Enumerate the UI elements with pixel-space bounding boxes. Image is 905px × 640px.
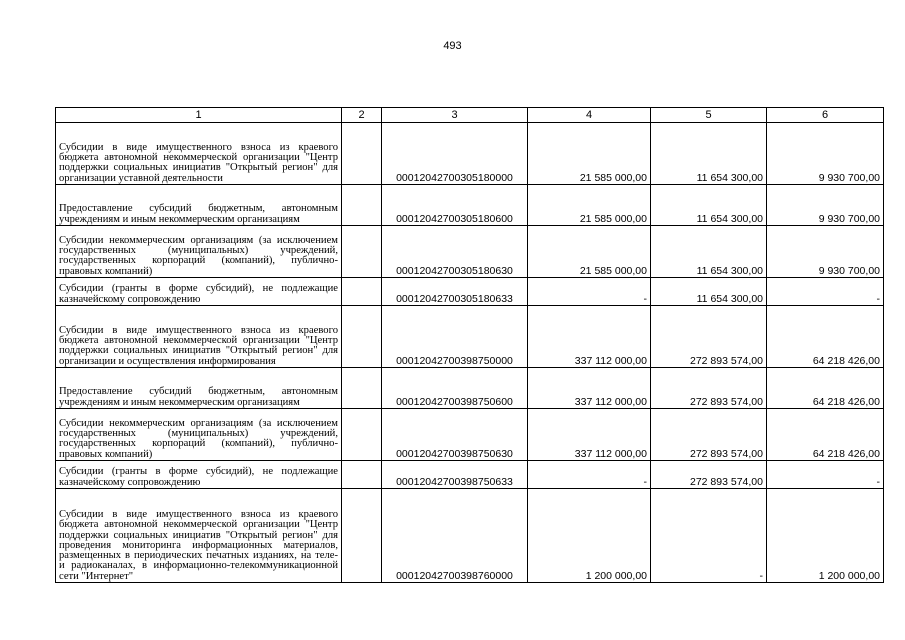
budget-table: [55, 107, 884, 583]
row-description: Субсидии некоммерческим организациям (за исключением государственных (муниципальных) учреждений, государственных корпораций (компаний), публично-правовых компаний): [56, 409, 342, 461]
row-code: 00012042700398750633: [382, 461, 528, 489]
row-col2: [342, 278, 382, 306]
row-col2: [342, 461, 382, 489]
table-row: [56, 461, 884, 489]
row-value-6: 1 200 000,00: [767, 489, 884, 583]
row-description: Субсидии некоммерческим организациям (за исключением государственных (муниципальных) учреждений, государственных корпораций (компаний), публично-правовых компаний): [56, 226, 342, 278]
row-code: 00012042700398750000: [382, 306, 528, 368]
row-col2: [342, 368, 382, 409]
row-value-6: 9 930 700,00: [767, 185, 884, 226]
row-col2: [342, 409, 382, 461]
row-value-5: 272 893 574,00: [651, 409, 767, 461]
table-row: [56, 226, 884, 278]
row-value-6: 64 218 426,00: [767, 306, 884, 368]
table-row: [56, 306, 884, 368]
column-header-1: 1: [56, 108, 342, 123]
row-value-5: 272 893 574,00: [651, 461, 767, 489]
row-value-4: -: [528, 461, 651, 489]
row-value-4: 337 112 000,00: [528, 368, 651, 409]
row-value-5: -: [651, 489, 767, 583]
row-value-5: 11 654 300,00: [651, 123, 767, 185]
row-value-5: 272 893 574,00: [651, 368, 767, 409]
row-value-6: 64 218 426,00: [767, 368, 884, 409]
row-value-4: 1 200 000,00: [528, 489, 651, 583]
row-code: 00012042700305180630: [382, 226, 528, 278]
row-code: 00012042700305180000: [382, 123, 528, 185]
row-value-6: 9 930 700,00: [767, 123, 884, 185]
row-value-5: 272 893 574,00: [651, 306, 767, 368]
row-description: Субсидии в виде имущественного взноса из краевого бюджета автономной некоммерческой организации "Центр поддержки социальных инициатив "Открытый регион" для организации уставной деятельности: [56, 123, 342, 185]
row-value-4: -: [528, 278, 651, 306]
row-value-4: 21 585 000,00: [528, 226, 651, 278]
row-description: Субсидии в виде имущественного взноса из краевого бюджета автономной некоммерческой организации "Центр поддержки социальных инициатив "Открытый регион" для организации и осуществления информирования: [56, 306, 342, 368]
row-value-4: 21 585 000,00: [528, 185, 651, 226]
row-value-4: 337 112 000,00: [528, 409, 651, 461]
table-row: [56, 489, 884, 583]
row-value-5: 11 654 300,00: [651, 185, 767, 226]
column-header-4: 4: [528, 108, 651, 123]
row-description: Субсидии (гранты в форме субсидий), не подлежащие казначейскому сопровождению: [56, 461, 342, 489]
row-code: 00012042700398750630: [382, 409, 528, 461]
row-col2: [342, 185, 382, 226]
row-col2: [342, 123, 382, 185]
row-col2: [342, 306, 382, 368]
column-header-6: 6: [767, 108, 884, 123]
row-value-6: 64 218 426,00: [767, 409, 884, 461]
row-col2: [342, 489, 382, 583]
table-row: [56, 123, 884, 185]
column-header-5: 5: [651, 108, 767, 123]
row-description: Предоставление субсидий бюджетным, автономным учреждениям и иным некоммерческим организациям: [56, 368, 342, 409]
row-value-6: 9 930 700,00: [767, 226, 884, 278]
row-value-5: 11 654 300,00: [651, 226, 767, 278]
page-number: 493: [443, 40, 462, 52]
row-value-5: 11 654 300,00: [651, 278, 767, 306]
table-header-row: [56, 108, 884, 123]
row-description: Субсидии в виде имущественного взноса из краевого бюджета автономной некоммерческой организации "Центр поддержки социальных инициатив "Открытый регион" для проведения мониторинга информационных материалов, размещенных в периодических печатных изданиях, на теле- и радиоканалах, в информационно-телекоммуникационной сети "Интернет": [56, 489, 342, 583]
table-row: [56, 368, 884, 409]
row-col2: [342, 226, 382, 278]
row-description: Субсидии (гранты в форме субсидий), не подлежащие казначейскому сопровождению: [56, 278, 342, 306]
column-header-3: 3: [382, 108, 528, 123]
column-header-2: 2: [342, 108, 382, 123]
row-value-6: -: [767, 278, 884, 306]
row-code: 00012042700305180600: [382, 185, 528, 226]
row-description: Предоставление субсидий бюджетным, автономным учреждениям и иным некоммерческим организациям: [56, 185, 342, 226]
table-row: [56, 185, 884, 226]
row-code: 00012042700305180633: [382, 278, 528, 306]
row-code: 00012042700398750600: [382, 368, 528, 409]
row-value-4: 337 112 000,00: [528, 306, 651, 368]
table-row: [56, 278, 884, 306]
row-value-4: 21 585 000,00: [528, 123, 651, 185]
row-value-6: -: [767, 461, 884, 489]
table-row: [56, 409, 884, 461]
row-code: 00012042700398760000: [382, 489, 528, 583]
